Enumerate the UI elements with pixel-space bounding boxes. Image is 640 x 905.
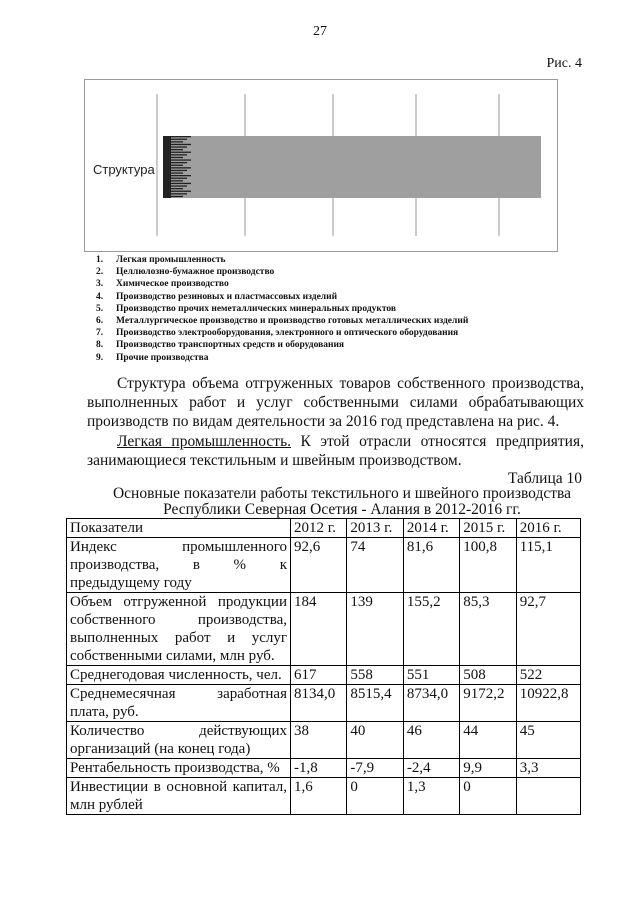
legend-item [96,303,468,315]
legend-item-number: 8. [96,340,104,351]
structure-chart [84,79,558,252]
table-row [67,593,581,666]
figure-label: Рис. 4 [546,56,582,71]
indicator-value: -2,4 [403,759,459,778]
legend-item-number: 4. [96,291,104,302]
table-row [67,759,581,778]
legend-item-label: Производство транспортных средств и оборудования [116,340,345,351]
indicator-value: 8734,0 [403,685,459,722]
indicator-name: Индекс промышленного производства, в % к предыдущему году [67,538,291,593]
indicator-value: 184 [291,593,347,666]
legend-item-label: Целлюлозно-бумажное производство [116,267,275,278]
indicator-value: 1,3 [403,778,459,815]
legend-item-label: Производство прочих неметаллических минеральных продуктов [116,303,397,314]
indicator-value: 115,1 [516,538,580,593]
legend-item-number: 7. [96,328,104,339]
indicator-value: 522 [516,666,580,685]
indicator-value: 46 [403,722,459,759]
chart-bar-segment [163,136,171,198]
legend-item [96,327,468,339]
legend-item-label: Металлургическое производство и производство готовых металлических изделий [116,316,469,327]
header-year: 2014 г. [403,519,459,538]
indicator-value: 508 [460,666,516,685]
table-header-row [67,519,581,538]
light-industry-text: К этой отрасли относятся предприятия, занимающиеся текстильным и швейным производством. [87,433,584,469]
header-year: 2015 г. [460,519,516,538]
table-row [67,666,581,685]
indicator-value: -1,8 [291,759,347,778]
legend-item [96,315,468,327]
chart-bar-segment [163,136,541,198]
table-row [67,685,581,722]
header-year: 2013 г. [347,519,403,538]
legend-item [96,339,468,351]
indicator-value: 8515,4 [347,685,403,722]
indicator-value: 551 [403,666,459,685]
legend-item-label: Химическое производство [116,279,229,290]
legend-item-label: Производство электрооборудования, электронного и оптического оборудования [116,328,459,339]
indicator-name: Объем отгруженной продукции собственного производства, выполненных работ и услуг собственными силами, млн руб. [67,593,291,666]
indicator-value: 81,6 [403,538,459,593]
table-title [87,486,597,518]
indicator-value: 100,8 [460,538,516,593]
header-year: 2016 г. [516,519,580,538]
indicator-name: Рентабельность производства, % [67,759,291,778]
indicator-value: 92,7 [516,593,580,666]
indicator-value: 3,3 [516,759,580,778]
table-title-line1: Основные показатели работы текстильного и швейного производства [112,485,571,502]
paragraph-light-industry [87,432,584,470]
table-row [67,722,581,759]
light-industry-heading: Легкая промышленность. [117,433,292,450]
indicator-value: 45 [516,722,580,759]
indicator-value: 74 [347,538,403,593]
indicator-value: 0 [347,778,403,815]
indicator-value: 85,3 [460,593,516,666]
legend-item-number: 9. [96,352,104,363]
table-body [67,538,581,815]
legend-item-label: Легкая промышленность [116,255,226,265]
page-number: 27 [313,24,327,39]
indicator-name: Инвестиции в основной капитал, млн рублей [67,778,291,815]
indicator-value [516,778,580,815]
indicators-table [66,518,581,815]
indicator-value: 0 [460,778,516,815]
paragraph-structure: Структура объема отгруженных товаров собственного производства, выполненных работ и услуг собственными силами обрабатывающих производств по видам деятельности за 2016 год представлена на рис. 4. [87,375,584,430]
legend-item-number: 3. [96,279,104,290]
indicator-value: 40 [347,722,403,759]
header-indicators: Показатели [67,519,291,538]
legend-item-label: Производство резиновых и пластмассовых изделий [116,291,338,302]
legend-item-number: 1. [96,255,104,265]
table-row [67,778,581,815]
header-year: 2012 г. [291,519,347,538]
indicator-value: 155,2 [403,593,459,666]
indicator-value: 139 [347,593,403,666]
indicator-value: 1,6 [291,778,347,815]
indicator-value: 44 [460,722,516,759]
legend-item [96,352,468,364]
indicator-value: 8134,0 [291,685,347,722]
legend-item-label: Прочие производства [116,352,209,363]
chart-svg [85,80,557,251]
legend-item [96,291,468,303]
table-label: Таблица 10 [507,470,582,487]
indicator-value: 558 [347,666,403,685]
indicator-value: 617 [291,666,347,685]
table-title-line2: Республики Северная Осетия - Алания в 2012-2016 гг. [163,501,521,518]
table-row [67,538,581,593]
chart-legend [96,254,468,364]
indicator-name: Среднегодовая численность, чел. [67,666,291,685]
legend-item [96,254,468,266]
indicator-value: 9,9 [460,759,516,778]
legend-item [96,278,468,290]
indicator-value: 38 [291,722,347,759]
indicator-value: 92,6 [291,538,347,593]
indicator-value: -7,9 [347,759,403,778]
indicator-value: 9172,2 [460,685,516,722]
legend-item-number: 6. [96,316,104,327]
indicator-name: Среднемесячная заработная плата, руб. [67,685,291,722]
legend-item-number: 2. [96,267,104,278]
indicator-name: Количество действующих организаций (на конец года) [67,722,291,759]
legend-item-number: 5. [96,303,104,314]
category-label: Структура [93,162,155,177]
indicator-value: 10922,8 [516,685,580,722]
legend-item [96,266,468,278]
